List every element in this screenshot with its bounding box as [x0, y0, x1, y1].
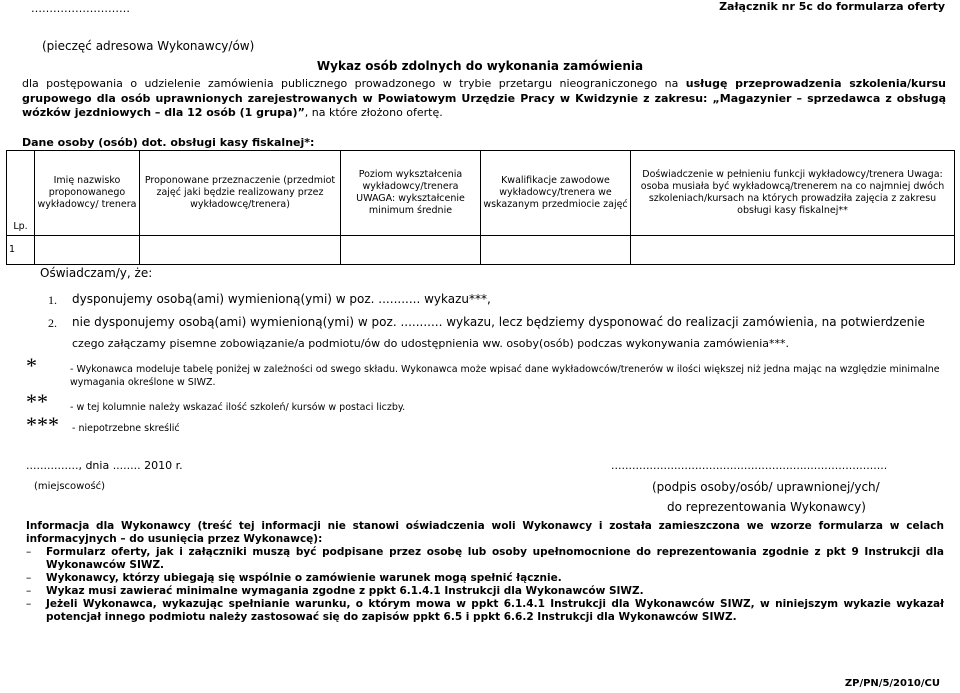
cell-purpose[interactable] — [140, 236, 341, 265]
note-text-1: - Wykonawca modeluje tabelę poniżej w zależności od swego składu. Wykonawca może wpisać dane wykładowców/trenerów w ilości większej niż jedna mając na względzie minimalne wymagania określone w SIWZ. — [70, 364, 940, 388]
cell-name[interactable] — [35, 236, 140, 265]
persons-table — [6, 150, 955, 265]
header-experience: Doświadczenie w pełnieniu funkcji wykładowcy/trenera Uwaga: osoba musiała być wykładowcą/trenerem na co najmniej dwóch szkoleniach/kursach na których prowadziła zajęcia z zakresu obsługi kasy fiskalnej** — [631, 151, 955, 236]
dane-osoby-label: Dane osoby (osób) dot. obsługi kasy fiskalnej*: — [22, 136, 315, 149]
note-mark-2: ** — [26, 389, 48, 414]
header-education: Poziom wykształcenia wykładowcy/trenera UWAGA: wykształcenie minimum średnie — [341, 151, 481, 236]
declaration-item-2: nie dysponujemy osobą(ami) wymienioną(ymi) w poz. ........... wykazu, lecz będziemy dysponować do realizacji zamówienia, na potwierdzenie — [72, 315, 925, 329]
signature-label-2: do reprezentowania Wykonawcy) — [667, 500, 866, 514]
declaration-heading: Oświadczam/y, że: — [40, 266, 153, 280]
cell-experience[interactable] — [631, 236, 955, 265]
signature-label-1: (podpis osoby/osób/ uprawnionej/ych/ — [652, 480, 880, 494]
document-title: Wykaz osób zdolnych do wykonania zamówienia — [316, 59, 644, 73]
declaration-item-num-1: 1. — [48, 293, 57, 307]
date-line: ..............., dnia ........ 2010 r. — [26, 459, 183, 472]
info-heading: Informacja dla Wykonawcy (treść tej informacji nie stanowi oświadczenia woli Wykonawcy i została zamieszczona we wzorze formularza w celach informacyjnych – do usunięcia przez Wykonawcę): — [26, 520, 944, 545]
footer-code: ZP/PN/5/2010/CU — [844, 678, 940, 689]
table-header-row — [7, 151, 955, 236]
list-item: – Jeżeli Wykonawca, wykazując spełnianie warunku, o którym mowa w ppkt 6.1.4.1 Instrukcji dla Wykonawców SIWZ, w niniejszym wykazie wykazał potencjał innego podmiotu należy zastosować się do zapisów ppkt 6.5 i ppkt 6.6.2 Instrukcji dla Wykonawców SIWZ. — [26, 598, 944, 623]
note-text-2: - w tej kolumnie należy wskazać ilość szkoleń/ kursów w postaci liczby. — [70, 402, 406, 413]
stamp-label: (pieczęć adresowa Wykonawcy/ów) — [42, 39, 255, 53]
list-item: – Formularz oferty, jak i załączniki muszą być podpisane przez osobę lub osoby upełnomocnione do reprezentowania zgodnie z pkt 9 Instrukcji dla Wykonawców SIWZ. — [26, 546, 944, 571]
note-text-3: - niepotrzebne skreślić — [72, 423, 180, 434]
list-item: – Wykonawcy, którzy ubiegają się wspólnie o zamówienie warunek mogą spełnić łącznie. — [26, 572, 562, 584]
cell-lp: 1 — [7, 236, 35, 265]
declaration-continuation: czego załączamy pisemne zobowiązanie/a podmiotu/ów do udostępnienia ww. osoby(osób) podczas wykonywania zamówienia***. — [72, 337, 790, 350]
note-mark-3: *** — [26, 412, 59, 437]
header-name: Imię nazwisko proponowanego wykładowcy/ trenera — [35, 151, 140, 236]
list-item: – Wykaz musi zawierać minimalne wymagania zgodne z ppkt 6.1.4.1 Instrukcji dla Wykonawców SIWZ. — [26, 585, 644, 597]
note-mark-1: * — [26, 353, 37, 378]
info-list — [26, 546, 944, 624]
stamp-dots: ……………………… — [31, 2, 130, 15]
intro-subject: usługę przeprowadzenia szkolenia/kursu grupowego dla osób uprawnionych zarejestrowanych w Powiatowym Urzędzie Pracy w Kwidzynie z zakresu: „Magazynier – sprzedawca z obsługą wózków jezdniowych – dla 12 osób (1 grupa)” — [22, 77, 946, 119]
header-purpose: Proponowane przeznaczenie (przedmiot zajęć jaki będzie realizowany przez wykładowcę/trenera) — [140, 151, 341, 236]
declaration-item-1: dysponujemy osobą(ami) wymienioną(ymi) w poz. ........... wykazu***, — [72, 292, 491, 306]
declaration-item-num-2: 2. — [48, 316, 57, 330]
cell-education[interactable] — [341, 236, 481, 265]
intro-paragraph — [22, 77, 946, 121]
place-label: (miejscowość) — [34, 481, 106, 492]
header-lp: Lp. — [7, 151, 35, 236]
signature-dots: ............................................................................... — [611, 459, 888, 472]
attachment-label: Załącznik nr 5c do formularza oferty — [719, 0, 945, 13]
cell-qualifications[interactable] — [481, 236, 631, 265]
intro-text-3: , na które złożono ofertę. — [304, 106, 443, 119]
table-row — [7, 236, 955, 265]
intro-text-1: dla postępowania o udzielenie zamówienia publicznego prowadzonego w trybie przetargu nieograniczonego na — [22, 77, 686, 90]
header-qualifications: Kwalifikacje zawodowe wykładowcy/trenera we wskazanym przedmiocie zajęć — [481, 151, 631, 236]
